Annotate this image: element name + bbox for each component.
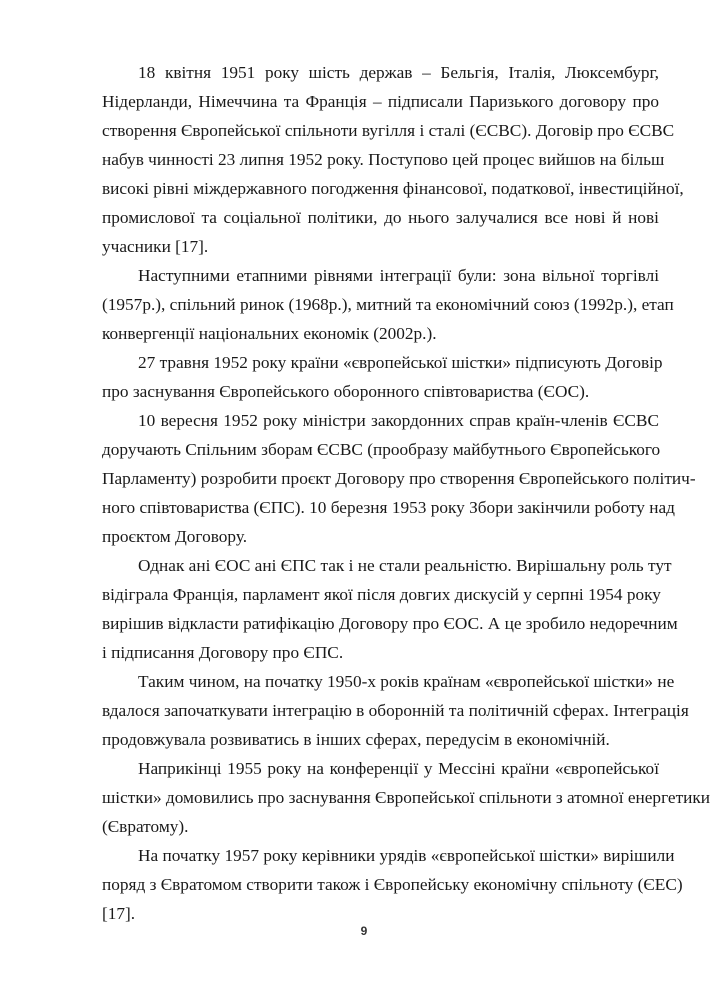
- text-line: набув чинності 23 липня 1952 року. Поступово цей процес вийшов на більш: [102, 150, 665, 169]
- paragraph: [102, 348, 663, 406]
- text-line: (Євратому).: [102, 817, 189, 836]
- paragraph: [102, 261, 674, 348]
- text-line: 18 квітня 1951 року шість держав – Бельгія, Італія, Люксембург,: [138, 63, 659, 82]
- paragraph: [102, 406, 696, 551]
- paragraph: [102, 667, 689, 754]
- text-line: поряд з Євратомом створити також і Європейську економічну спільноту (ЄЕС): [102, 875, 683, 894]
- text-line: проєктом Договору.: [102, 527, 248, 546]
- text-line: відіграла Франція, парламент якої після довгих дискусій у серпні 1954 року: [102, 585, 661, 604]
- text-line: (1957р.), спільний ринок (1968р.), митний та економічний союз (1992р.), етап: [102, 295, 674, 314]
- text-line: На початку 1957 року керівники урядів «європейської шістки» вирішили: [138, 846, 675, 865]
- text-line: ного співтовариства (ЄПС). 10 березня 1953 року Збори закінчили роботу над: [102, 498, 675, 517]
- text-line: Таким чином, на початку 1950-х років країнам «європейської шістки» не: [138, 672, 675, 691]
- text-line: створення Європейської спільноти вугілля і сталі (ЄСВС). Договір про ЄСВС: [102, 121, 675, 140]
- paragraph: [102, 754, 711, 841]
- text-line: [17].: [102, 904, 136, 923]
- text-line: про заснування Європейського оборонного співтовариства (ЄОС).: [102, 382, 590, 401]
- text-line: Наступними етапними рівнями інтеграції були: зона вільної торгівлі: [138, 266, 659, 285]
- text-line: вдалося започаткувати інтеграцію в оборонній та політичній сферах. Інтеграція: [102, 701, 689, 720]
- text-line: продовжувала розвиватись в інших сферах, передусім в економічній.: [102, 730, 610, 749]
- text-line: учасники [17].: [102, 237, 209, 256]
- paragraph: [102, 841, 683, 928]
- text-line: Парламенту) розробити проєкт Договору про створення Європейського політич-: [102, 469, 696, 488]
- paragraph: [102, 551, 678, 667]
- text-line: вирішив відкласти ратифікацію Договору про ЄОС. А це зробило недоречним: [102, 614, 678, 633]
- text-line: конвергенції національних економік (2002р.).: [102, 324, 437, 343]
- text-line: доручають Спільним зборам ЄСВС (прообразу майбутнього Європейського: [102, 440, 661, 459]
- text-line: Наприкінці 1955 року на конференції у Мессіні країни «європейської: [138, 759, 659, 778]
- text-line: шістки» домовились про заснування Європейської спільноти з атомної енергетики: [102, 788, 711, 807]
- text-line: Нідерланди, Німеччина та Франція – підписали Паризького договору про: [102, 92, 659, 111]
- text-line: і підписання Договору про ЄПС.: [102, 643, 344, 662]
- document-body: [102, 58, 711, 928]
- text-line: 27 травня 1952 року країни «європейської шістки» підписують Договір: [138, 353, 663, 372]
- text-line: промислової та соціальної політики, до нього залучалися все нові й нові: [102, 208, 659, 227]
- text-line: Однак ані ЄОС ані ЄПС так і не стали реальністю. Вирішальну роль тут: [138, 556, 672, 575]
- page-number: 9: [360, 924, 368, 938]
- text-line: 10 вересня 1952 року міністри закордонних справ країн-членів ЄСВС: [138, 411, 659, 430]
- paragraph: [102, 58, 684, 261]
- text-line: високі рівні міждержавного погодження фінансової, податкової, інвестиційної,: [102, 179, 684, 198]
